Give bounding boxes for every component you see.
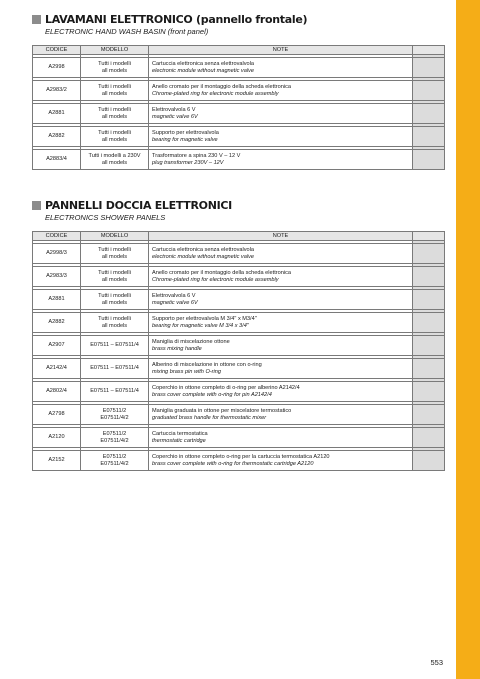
code-cell: A2798 <box>33 405 81 425</box>
model-cell <box>81 267 149 287</box>
note-cell <box>149 244 413 264</box>
model-cell <box>81 104 149 124</box>
model-en: all models <box>101 113 128 120</box>
note-en: bearing for magnetic valve <box>152 136 218 143</box>
model-it: Tutti i modelli a 230V <box>88 152 141 159</box>
note-cell <box>149 58 413 78</box>
code-cell: A2907 <box>33 336 81 356</box>
note-it: Elettrovalvola 6 V <box>152 292 196 299</box>
blank-cell <box>413 428 445 448</box>
note-it: Supporto per elettrovalvola <box>152 129 219 136</box>
note-it: Cartuccia termostatica <box>152 430 208 437</box>
model-it: Tutti i modelli <box>98 269 131 276</box>
table-row <box>33 428 445 448</box>
header-note: NOTE <box>149 232 413 241</box>
note-cell <box>149 336 413 356</box>
note-it: Supporto per elettrovalvola M 3/4" x M3/4" <box>152 315 257 322</box>
note-cell <box>149 267 413 287</box>
code-cell: A2152 <box>33 451 81 471</box>
note-en: brass cover complete with o-ring for thermostatic cartridge A2120 <box>152 460 314 467</box>
note-it: Maniglia graduata in ottone per miscelatore termostatico <box>152 407 292 414</box>
note-en: thermostatic cartridge <box>152 437 206 444</box>
model-it: E07511/2 <box>102 453 127 460</box>
table-row <box>33 290 445 310</box>
code-cell: A2983/3 <box>33 267 81 287</box>
note-cell <box>149 313 413 333</box>
note-it: Elettrovalvola 6 V <box>152 106 196 113</box>
blank-cell <box>413 451 445 471</box>
note-en: mixing brass pin with O-ring <box>152 368 222 375</box>
model-it: Tutti i modelli <box>98 292 131 299</box>
code-cell: A2881 <box>33 290 81 310</box>
note-it: Coperchio in ottone completo di o-ring per alberino A2142/4 <box>152 384 300 391</box>
note-cell <box>149 428 413 448</box>
header-model: MODELLO <box>81 232 149 241</box>
model-it: Tutti i modelli <box>98 315 131 322</box>
model-cell <box>81 405 149 425</box>
blank-cell <box>413 359 445 379</box>
code-cell: A2802/4 <box>33 382 81 402</box>
header-blank <box>413 232 445 241</box>
model-en: all models <box>101 322 128 329</box>
note-en: Chrome-plated ring for electronic module assembly <box>152 90 279 97</box>
model-it: Tutti i modelli <box>98 246 131 253</box>
note-en: brass cover complete with o-ring for pin A2142/4 <box>152 391 272 398</box>
header-code: CODICE <box>33 232 81 241</box>
model-cell <box>81 81 149 101</box>
note-it: Anello cromato per il montaggio della scheda elettronica <box>152 269 291 276</box>
code-cell: A2883/4 <box>33 150 81 170</box>
code-cell: A2998/3 <box>33 244 81 264</box>
model-en: all models <box>101 159 128 166</box>
model-cell <box>81 244 149 264</box>
code-cell: A2882 <box>33 313 81 333</box>
header-blank <box>413 46 445 55</box>
code-cell: A2881 <box>33 104 81 124</box>
table-row <box>33 104 445 124</box>
blank-cell <box>413 58 445 78</box>
model-cell <box>81 150 149 170</box>
table-row <box>33 359 445 379</box>
model-cell <box>81 313 149 333</box>
section-subtitle: ELECTRONICS SHOWER PANELS <box>45 213 166 222</box>
table-row <box>33 451 445 471</box>
parts-table <box>32 231 445 471</box>
model-cell <box>81 382 149 402</box>
model-cell <box>81 58 149 78</box>
note-en: magnetic valve 6V <box>152 299 198 306</box>
blank-cell <box>413 336 445 356</box>
blank-cell <box>413 267 445 287</box>
model-cell <box>81 290 149 310</box>
model-en: all models <box>101 253 128 260</box>
model-it: E07511/2 <box>102 430 127 437</box>
blank-cell <box>413 81 445 101</box>
note-it: Trasformatore a spina 230 V – 12 V <box>152 152 241 159</box>
code-cell: A2142/4 <box>33 359 81 379</box>
model-cell <box>81 451 149 471</box>
parts-table <box>32 45 445 170</box>
code-cell: A2983/2 <box>33 81 81 101</box>
model-cell <box>81 428 149 448</box>
model-en: all models <box>101 136 128 143</box>
model-en: E07511/4/2 <box>100 414 129 421</box>
note-cell <box>149 104 413 124</box>
blank-cell <box>413 313 445 333</box>
note-it: Anello cromato per il montaggio della scheda elettronica <box>152 83 291 90</box>
note-en: brass mixing handle <box>152 345 202 352</box>
table-row <box>33 150 445 170</box>
note-it: Cartuccia elettronica senza elettrovalvola <box>152 60 254 67</box>
table-header-row <box>33 46 445 55</box>
section-title: LAVAMANI ELETTRONICO (pannello frontale) <box>45 12 308 26</box>
model-it: Tutti i modelli <box>98 60 131 67</box>
note-cell <box>149 150 413 170</box>
model-it: E07511 – E07511/4 <box>90 388 139 394</box>
model-it: Tutti i modelli <box>98 83 131 90</box>
model-cell <box>81 359 149 379</box>
accent-side-bar <box>456 0 480 679</box>
header-note: NOTE <box>149 46 413 55</box>
section-shower-panels <box>32 198 444 471</box>
model-en: E07511/4/2 <box>100 460 129 467</box>
note-cell <box>149 382 413 402</box>
blank-cell <box>413 290 445 310</box>
note-en: magnetic valve 6V <box>152 113 198 120</box>
table-row <box>33 267 445 287</box>
table-row <box>33 336 445 356</box>
note-it: Maniglia di miscelazione ottone <box>152 338 230 345</box>
note-en: graduated brass handle for thermostatic mixer <box>152 414 267 421</box>
table-row <box>33 382 445 402</box>
section-title: PANNELLI DOCCIA ELETTRONICI <box>45 198 232 212</box>
blank-cell <box>413 150 445 170</box>
blank-cell <box>413 382 445 402</box>
note-cell <box>149 290 413 310</box>
code-cell: A2998 <box>33 58 81 78</box>
header-code: CODICE <box>33 46 81 55</box>
model-en: all models <box>101 90 128 97</box>
blank-cell <box>413 244 445 264</box>
note-en: Chrome-plated ring for electronic module assembly <box>152 276 279 283</box>
model-cell <box>81 127 149 147</box>
note-cell <box>149 127 413 147</box>
model-en: all models <box>101 299 128 306</box>
blank-cell <box>413 104 445 124</box>
model-it: E07511 – E07511/4 <box>90 342 139 348</box>
model-it: Tutti i modelli <box>98 129 131 136</box>
square-bullet-icon <box>32 201 41 210</box>
model-en: E07511/4/2 <box>100 437 129 444</box>
note-cell <box>149 451 413 471</box>
model-it: E07511 – E07511/4 <box>90 365 139 371</box>
model-it: Tutti i modelli <box>98 106 131 113</box>
note-en: electronic module without magnetic valve <box>152 67 254 74</box>
note-en: electronic module without magnetic valve <box>152 253 254 260</box>
table-row <box>33 58 445 78</box>
note-en: plug transformer 230V – 12V <box>152 159 224 166</box>
table-row <box>33 81 445 101</box>
section-hand-wash-basin <box>32 12 444 170</box>
code-cell: A2882 <box>33 127 81 147</box>
table-row <box>33 127 445 147</box>
model-en: all models <box>101 276 128 283</box>
square-bullet-icon <box>32 15 41 24</box>
table-row <box>33 244 445 264</box>
model-en: all models <box>101 67 128 74</box>
section-subtitle: ELECTRONIC HAND WASH BASIN (front panel) <box>45 27 209 36</box>
model-cell <box>81 336 149 356</box>
note-it: Coperchio in ottone completo o-ring per la cartuccia termostatica A2120 <box>152 453 330 460</box>
note-cell <box>149 359 413 379</box>
blank-cell <box>413 127 445 147</box>
note-it: Cartuccia elettronica senza elettrovalvola <box>152 246 254 253</box>
model-it: E07511/2 <box>102 407 127 414</box>
note-cell <box>149 81 413 101</box>
table-row <box>33 313 445 333</box>
code-cell: A2120 <box>33 428 81 448</box>
header-model: MODELLO <box>81 46 149 55</box>
note-cell <box>149 405 413 425</box>
page-number: 553 <box>430 658 443 667</box>
table-header-row <box>33 232 445 241</box>
blank-cell <box>413 405 445 425</box>
table-row <box>33 405 445 425</box>
note-it: Alberino di miscelazione in ottone con o-ring <box>152 361 262 368</box>
note-en: bearing for magnetic valve M 3/4 x 3/4" <box>152 322 249 329</box>
